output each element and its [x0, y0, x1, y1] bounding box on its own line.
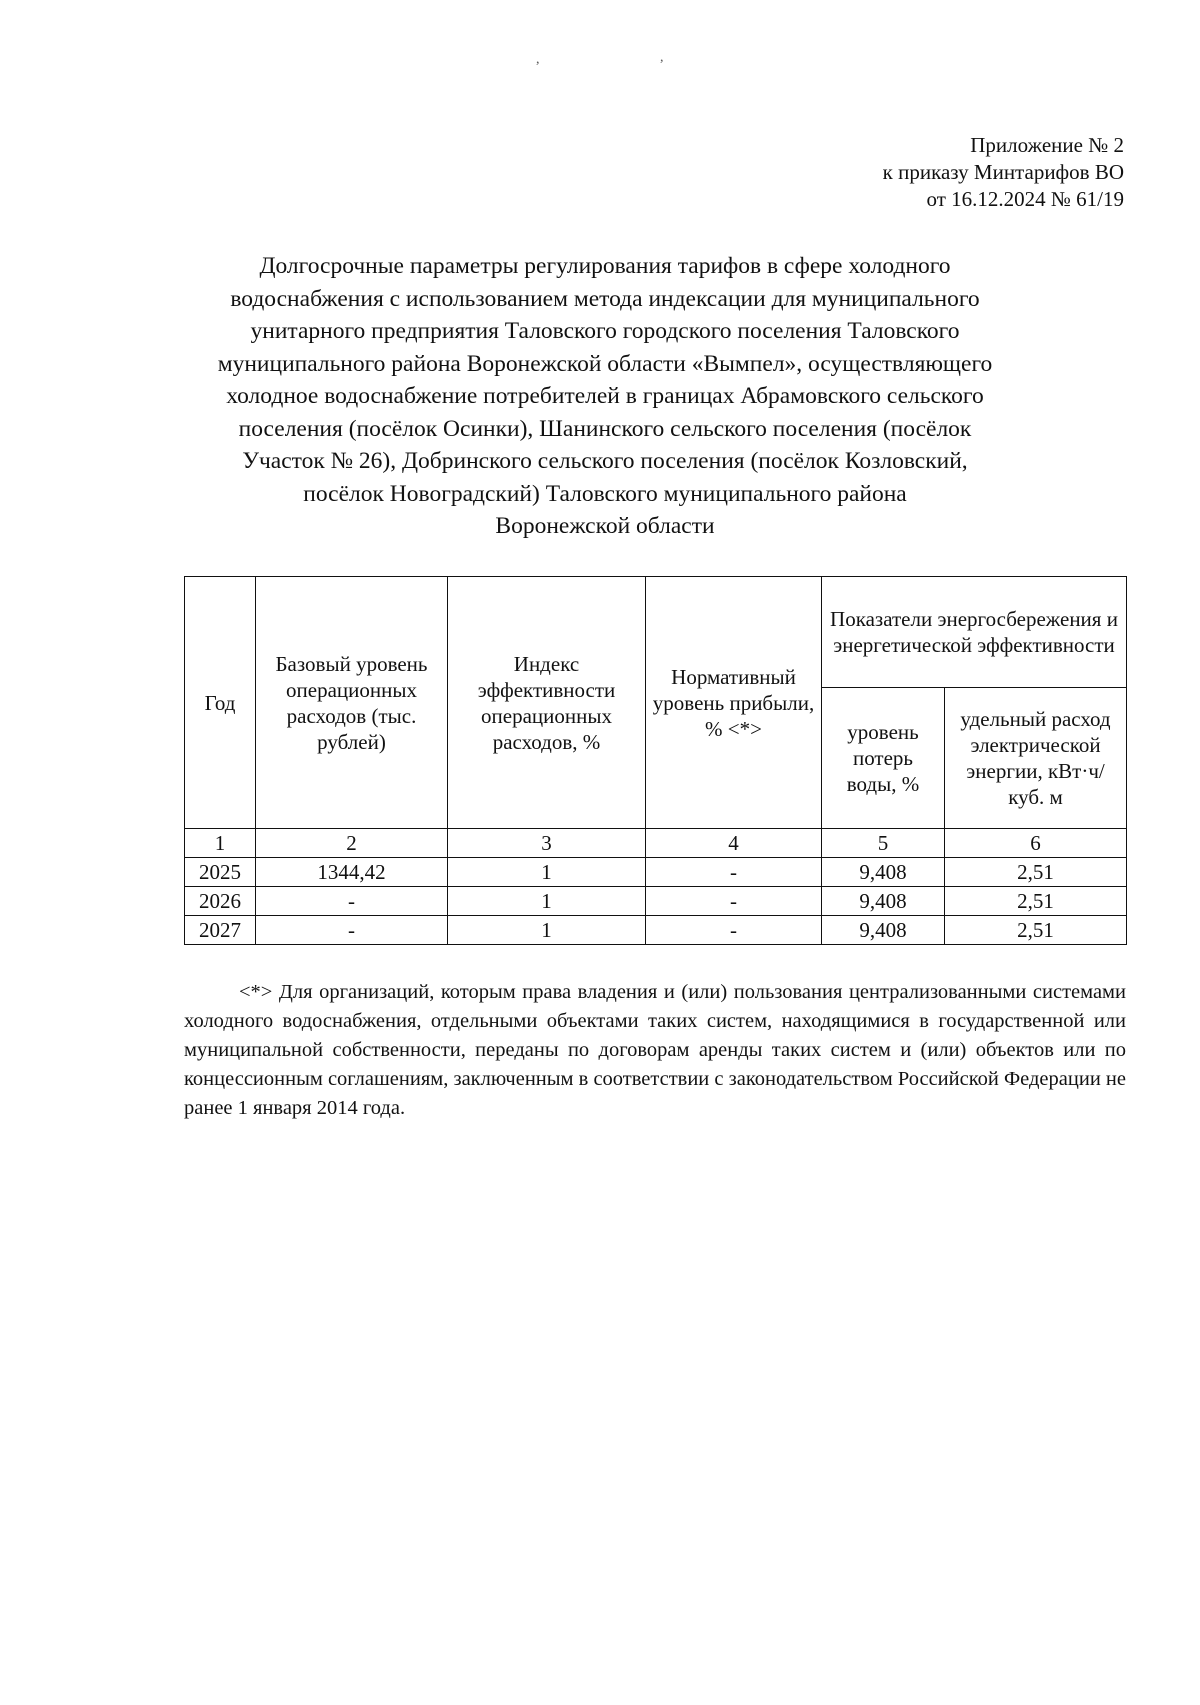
- table-row: [185, 858, 1127, 887]
- header-energy-consumption: удельный расход электрической энергии, кВт·ч/куб. м: [945, 688, 1127, 829]
- cell-efficiency-index: 1: [448, 887, 646, 916]
- column-number: 2: [256, 829, 448, 858]
- column-number: 6: [945, 829, 1127, 858]
- cell-efficiency-index: 1: [448, 858, 646, 887]
- table-row: [185, 916, 1127, 945]
- cell-base-level: 1344,42: [256, 858, 448, 887]
- header-profit-level: Нормативный уровень прибыли, % <*>: [646, 577, 822, 829]
- column-numbers-row: [185, 829, 1127, 858]
- cell-energy-consumption: 2,51: [945, 887, 1127, 916]
- appendix-date: от 16.12.2024 № 61/19: [926, 187, 1124, 211]
- column-number: 3: [448, 829, 646, 858]
- cell-profit-level: -: [646, 887, 822, 916]
- cell-base-level: -: [256, 887, 448, 916]
- column-number: 4: [646, 829, 822, 858]
- cell-water-loss: 9,408: [822, 858, 945, 887]
- cell-energy-consumption: 2,51: [945, 916, 1127, 945]
- cell-year: 2025: [185, 858, 256, 887]
- cell-water-loss: 9,408: [822, 916, 945, 945]
- document-title: Долгосрочные параметры регулирования тарифов в сфере холодного водоснабжения с использованием метода индексации для муниципального унитарного предприятия Таловского городского поселения Таловского муниципального района Воронежской области «Вымпел», осуществляющего холодное водоснабжение потребителей в границах Абрамовского сельского поселения (посёлок Осинки), Шанинского сельского поселения (посёлок Участок № 26), Добринского сельского поселения (посёлок Козловский, посёлок Новоградский) Таловского муниципального района Воронежской области: [217, 253, 993, 539]
- appendix-number: Приложение № 2: [970, 133, 1124, 157]
- table-header-row: [185, 577, 1127, 688]
- header-efficiency-index: Индекс эффективности операционных расходов, %: [448, 577, 646, 829]
- header-energy-group: Показатели энергосбережения и энергетической эффективности: [822, 577, 1127, 688]
- header-base-level: Базовый уровень операционных расходов (тыс. рублей): [256, 577, 448, 829]
- cell-base-level: -: [256, 916, 448, 945]
- column-number: 5: [822, 829, 945, 858]
- cell-energy-consumption: 2,51: [945, 858, 1127, 887]
- scan-mark: ,: [660, 50, 664, 65]
- header-year: Год: [185, 577, 256, 829]
- header-water-loss: уровень потерь воды, %: [822, 688, 945, 829]
- appendix-reference: [883, 132, 1124, 213]
- column-number: 1: [185, 829, 256, 858]
- appendix-order: к приказу Минтарифов ВО: [882, 160, 1124, 184]
- footnote: <*> Для организаций, которым права владения и (или) пользования централизованными системами холодного водоснабжения, отдельными объектами таких систем, находящимися в государственной или муниципальной собственности, переданы по договорам аренды таких систем и (или) объектов или по концессионным соглашениям, заключенным в соответствии с законодательством Российской Федерации не ранее 1 января 2014 года.: [184, 981, 1126, 1119]
- parameters-table: [184, 576, 1127, 945]
- cell-year: 2027: [185, 916, 256, 945]
- table-row: [185, 887, 1127, 916]
- scan-mark: ,: [536, 52, 540, 67]
- cell-profit-level: -: [646, 858, 822, 887]
- cell-efficiency-index: 1: [448, 916, 646, 945]
- cell-water-loss: 9,408: [822, 887, 945, 916]
- cell-profit-level: -: [646, 916, 822, 945]
- cell-year: 2026: [185, 887, 256, 916]
